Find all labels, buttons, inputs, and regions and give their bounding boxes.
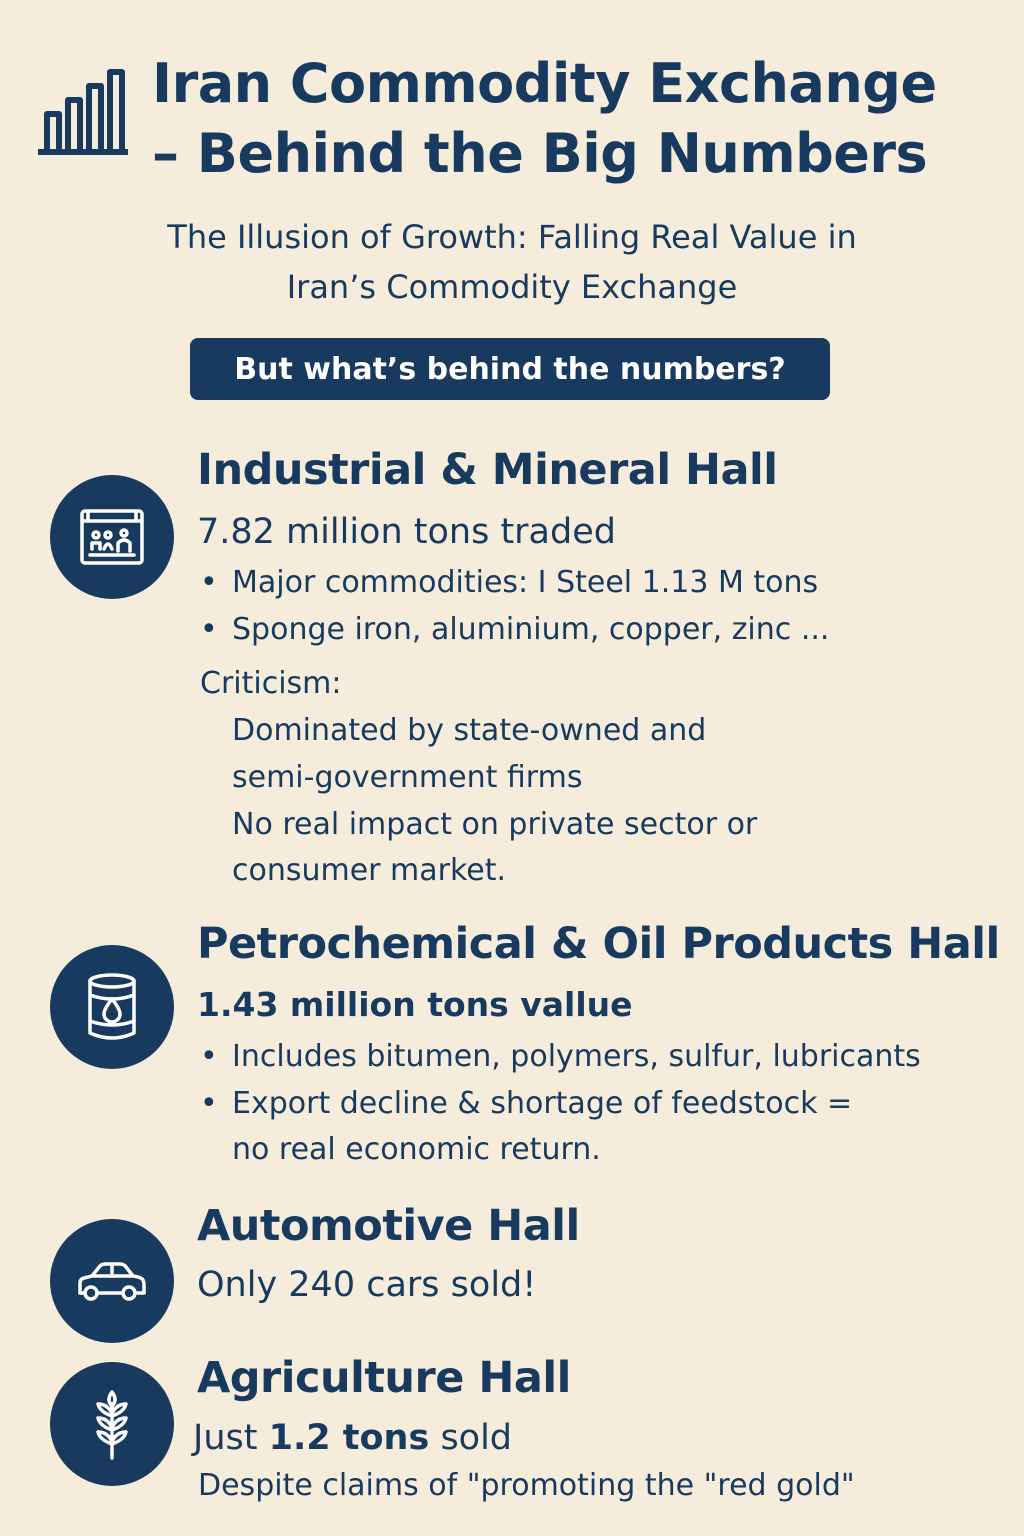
industrial-hall-stat: 7.82 million tons traded bbox=[197, 512, 616, 552]
agriculture-note: Despite claims of "promoting the "red gold" bbox=[198, 1468, 855, 1503]
agriculture-hall-stat bbox=[193, 1416, 512, 1460]
petrochemical-hall-stat: 1.43 million tons vallue bbox=[197, 985, 633, 1024]
criticism-line-2: semi-government firms bbox=[232, 760, 583, 795]
petrochemical-continuation: no real economic return. bbox=[232, 1132, 601, 1167]
industrial-hall-title: Industrial & Mineral Hall bbox=[197, 445, 778, 495]
automotive-hall-title: Automotive Hall bbox=[197, 1201, 580, 1251]
automotive-hall-stat: Only 240 cars sold! bbox=[197, 1265, 537, 1305]
factory-icon bbox=[74, 499, 150, 575]
subtitle-line-1: The Illusion of Growth: Falling Real Value in bbox=[167, 218, 857, 256]
car-icon bbox=[74, 1243, 150, 1319]
criticism-line-1: Dominated by state-owned and bbox=[232, 713, 707, 748]
question-banner: But what’s behind the numbers? bbox=[190, 338, 830, 400]
agriculture-stat-amount: 1.2 tons bbox=[268, 1418, 430, 1458]
page-title-line-2: – Behind the Big Numbers bbox=[152, 122, 928, 185]
petrochemical-bullet-2: • Export decline & shortage of feedstock = bbox=[200, 1084, 852, 1124]
agriculture-hall-icon-badge bbox=[50, 1362, 174, 1486]
automotive-hall-icon-badge bbox=[50, 1219, 174, 1343]
industrial-hall-icon-badge bbox=[50, 475, 174, 599]
criticism-line-3: No real impact on private sector or bbox=[232, 807, 758, 842]
agriculture-stat-prefix: Just bbox=[193, 1418, 269, 1458]
subtitle-line-2: Iran’s Commodity Exchange bbox=[286, 268, 738, 306]
industrial-bullet-1: • Major commodities: I Steel 1.13 M tons bbox=[200, 563, 818, 603]
oil-barrel-icon bbox=[74, 969, 150, 1045]
criticism-label: Criticism: bbox=[200, 666, 342, 701]
page-title-line-1: Iran Commodity Exchange bbox=[152, 52, 937, 115]
industrial-bullet-2: • Sponge iron, aluminium, copper, zinc ... bbox=[200, 610, 829, 650]
subtitle bbox=[40, 212, 984, 312]
criticism-line-4: consumer market. bbox=[232, 853, 507, 888]
petrochemical-bullet-1: • Includes bitumen, polymers, sulfur, lubricants bbox=[200, 1037, 921, 1077]
petrochemical-hall-icon-badge bbox=[50, 945, 174, 1069]
agriculture-hall-title: Agriculture Hall bbox=[197, 1353, 571, 1403]
agriculture-stat-suffix: sold bbox=[429, 1418, 513, 1458]
petrochemical-hall-title: Petrochemical & Oil Products Hall bbox=[197, 919, 1000, 969]
bar-chart-icon bbox=[38, 66, 128, 158]
wheat-icon bbox=[74, 1386, 150, 1462]
